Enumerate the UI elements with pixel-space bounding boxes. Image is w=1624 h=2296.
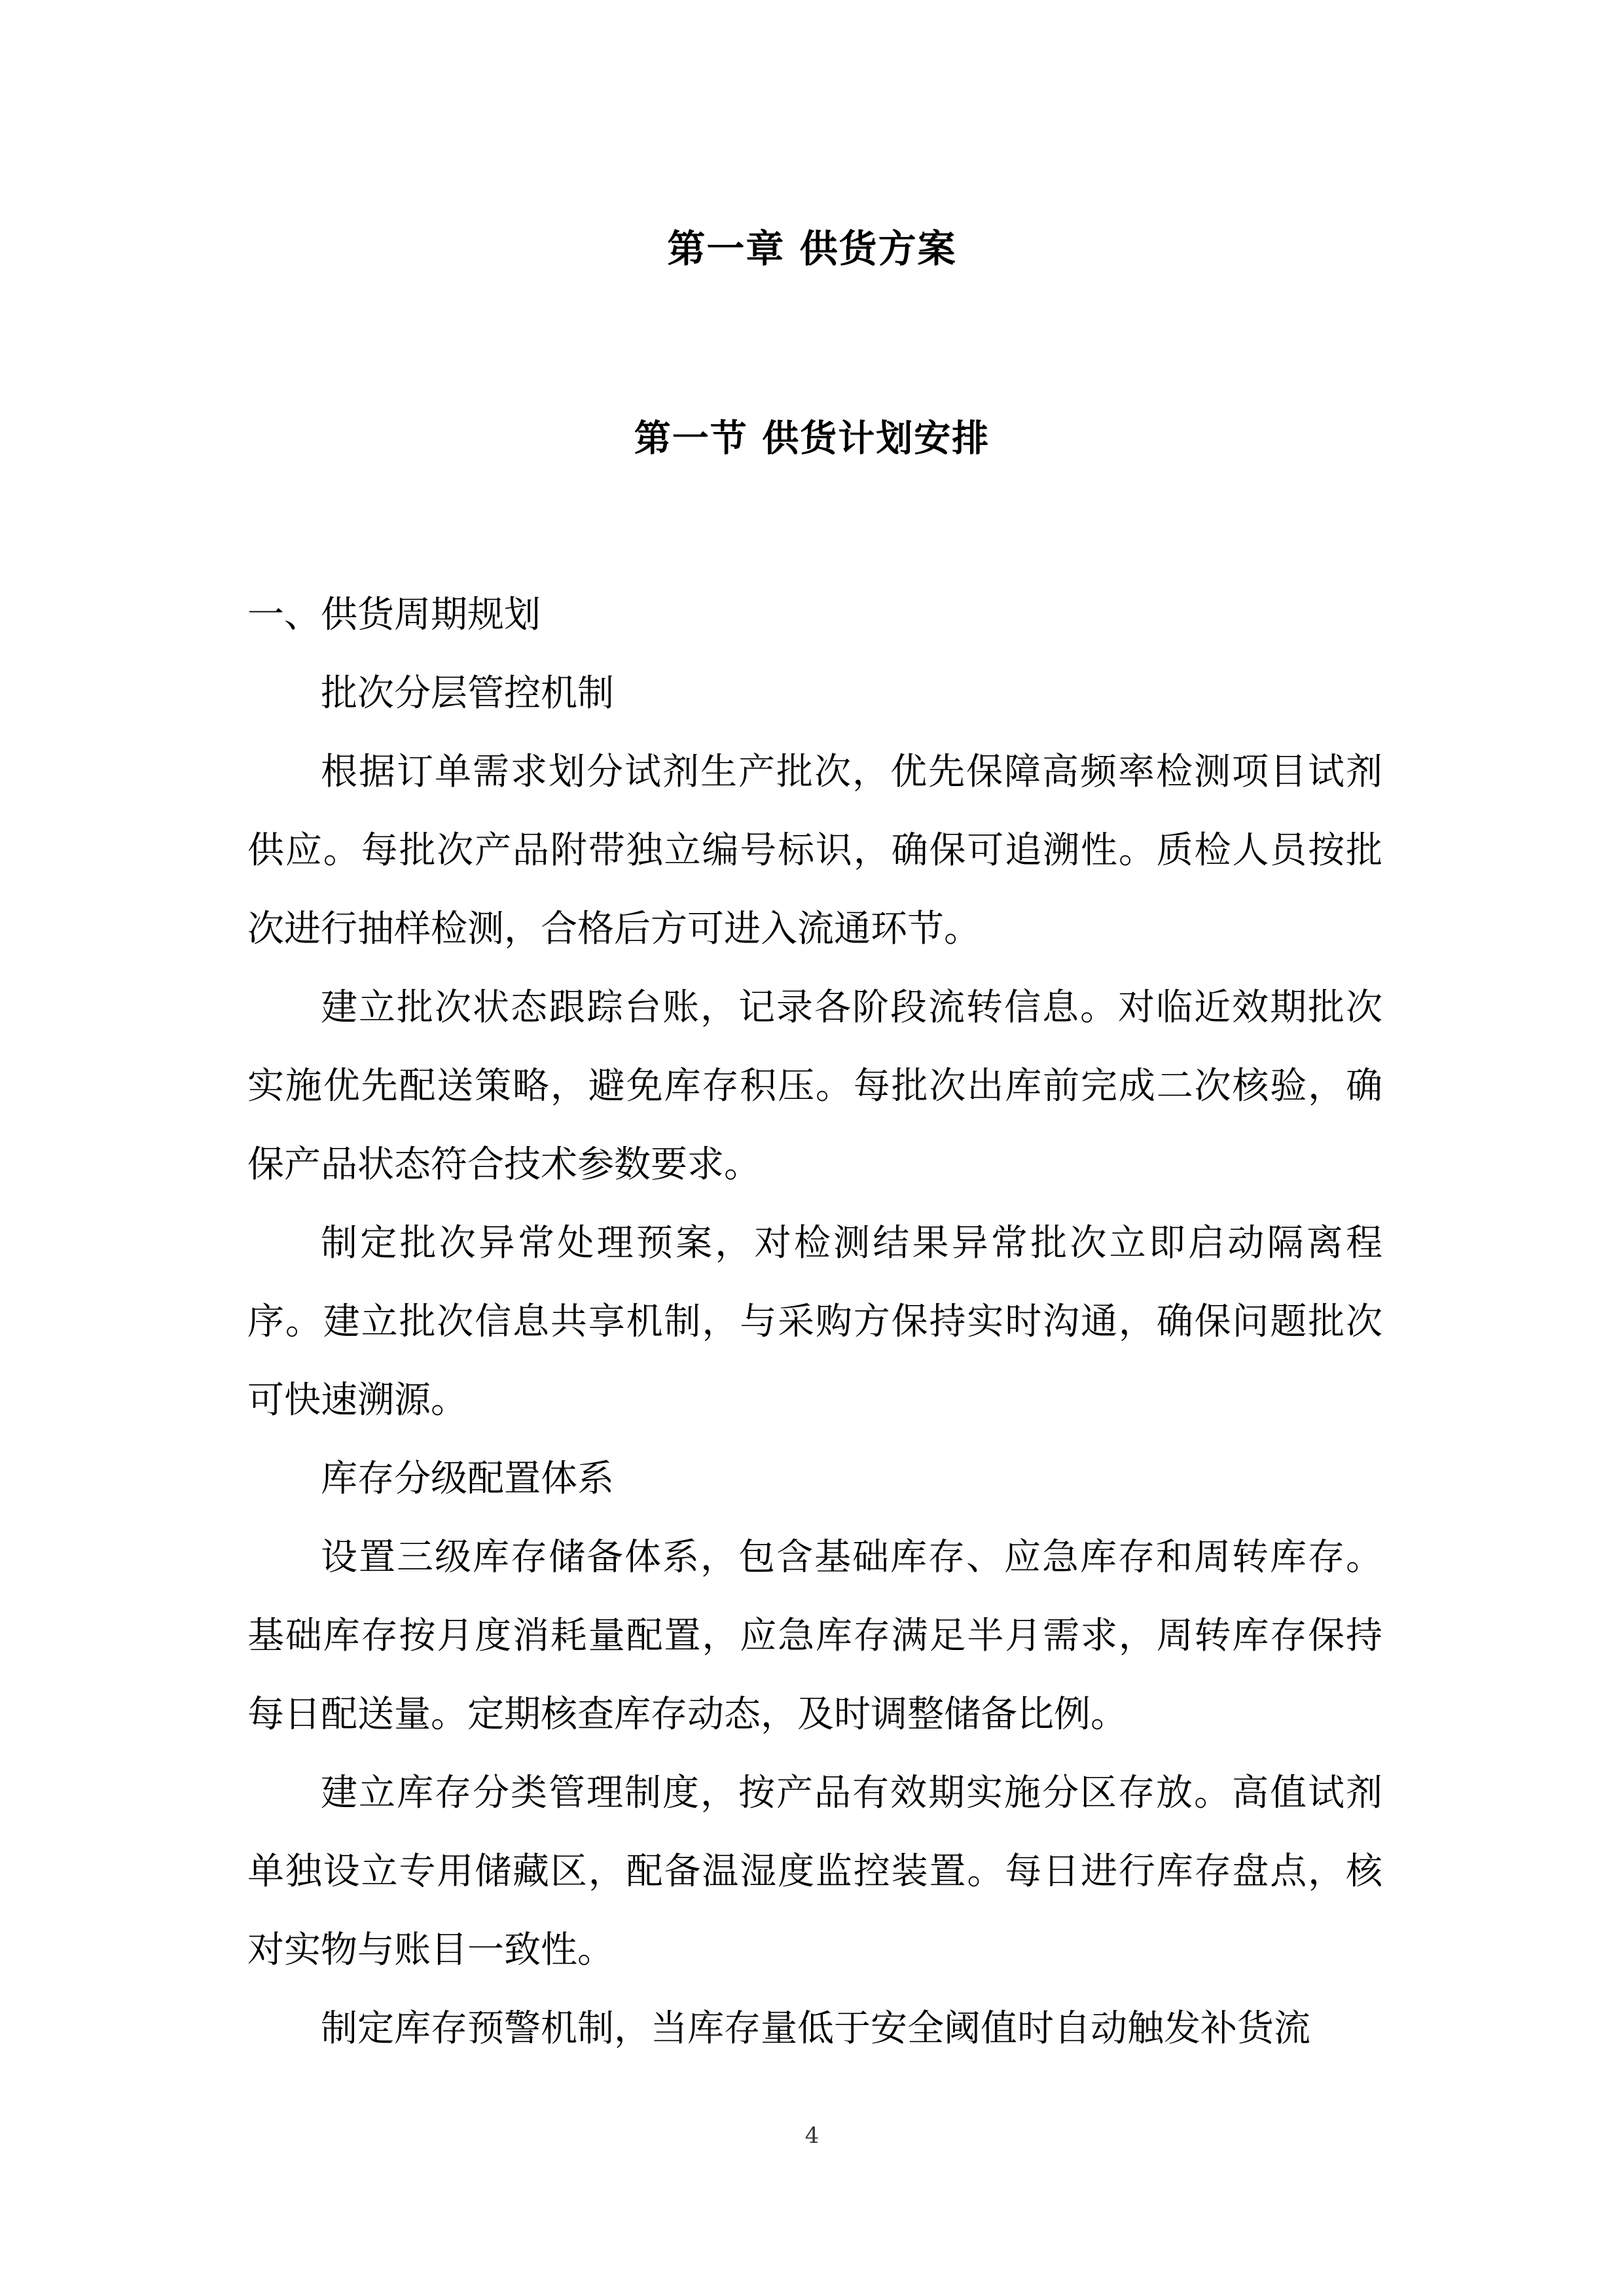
heading-supply-cycle: 一、供货周期规划 bbox=[247, 594, 541, 636]
chapter-title: 第一章 供货方案 bbox=[667, 226, 957, 271]
page-number: 4 bbox=[804, 2123, 820, 2149]
section-title: 第一节 供货计划安排 bbox=[634, 417, 990, 460]
paragraph: 根据订单需求划分试剂生产批次，优先保障高频率检测项目试剂供应。每批次产品附带独立编号标识，确保可追溯性。质检人员按批次进行抽样检测，合格后方可进入流通环节。 bbox=[247, 751, 1382, 950]
paragraph: 制定批次异常处理预案，对检测结果异常批次立即启动隔离程序。建立批次信息共享机制，与采购方保持实时沟通，确保问题批次可快速溯源。 bbox=[247, 1222, 1382, 1422]
subheading-batch-control: 批次分层管控机制 bbox=[321, 672, 614, 715]
paragraph: 建立批次状态跟踪台账，记录各阶段流转信息。对临近效期批次实施优先配送策略，避免库存积压。每批次出库前完成二次核验，确保产品状态符合技术参数要求。 bbox=[247, 986, 1382, 1186]
paragraph: 设置三级库存储备体系，包含基础库存、应急库存和周转库存。基础库存按月度消耗量配置，应急库存满足半月需求，周转库存保持每日配送量。定期核查库存动态，及时调整储备比例。 bbox=[247, 1536, 1382, 1736]
subheading-inventory-tiers: 库存分级配置体系 bbox=[321, 1458, 614, 1500]
paragraph: 建立库存分类管理制度，按产品有效期实施分区存放。高值试剂单独设立专用储藏区，配备温湿度监控装置。每日进行库存盘点，核对实物与账目一致性。 bbox=[247, 1772, 1382, 1971]
document-body bbox=[247, 576, 1382, 2068]
paragraph: 制定库存预警机制，当库存量低于安全阈值时自动触发补货流 bbox=[321, 2007, 1310, 2050]
